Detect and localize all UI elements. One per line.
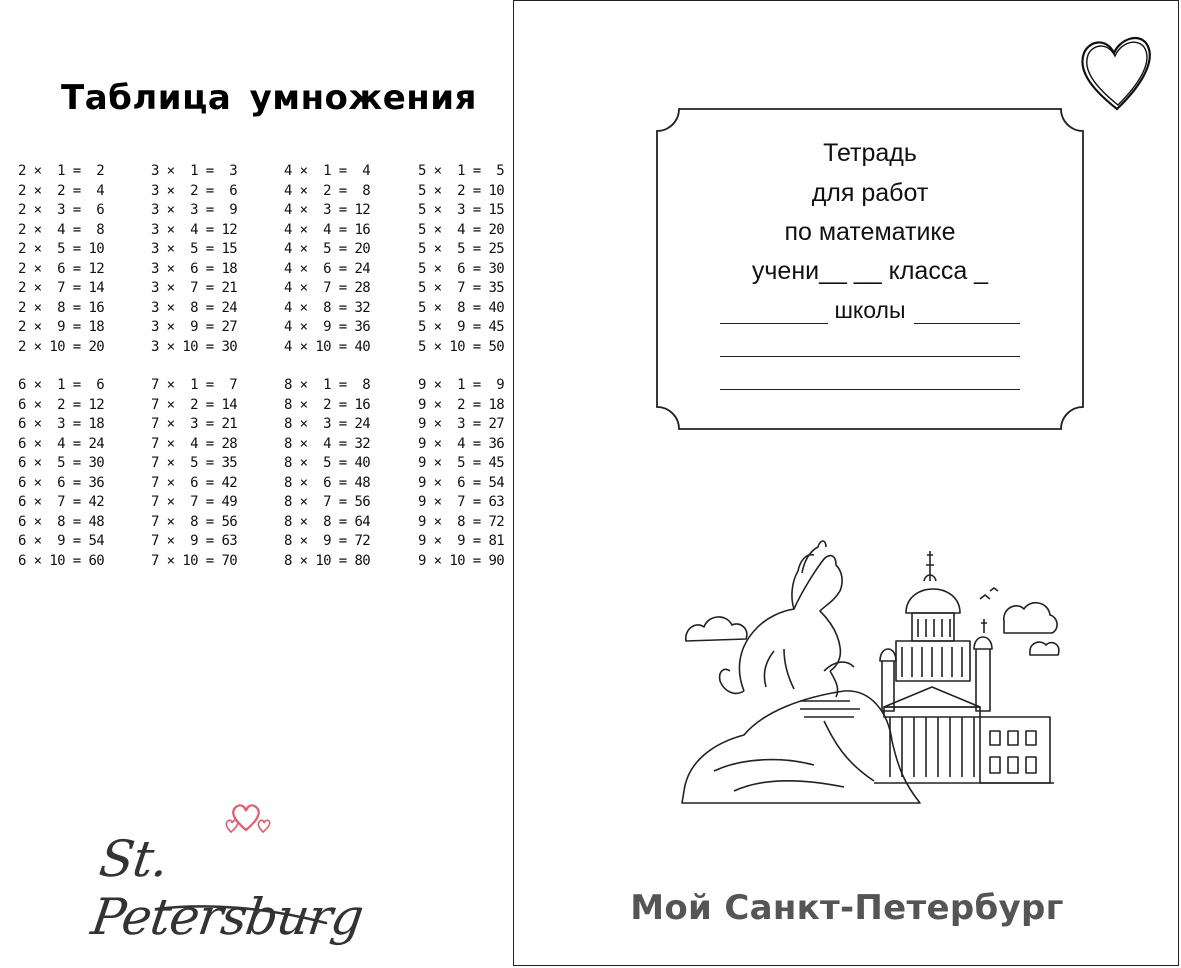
table-row: 4 × 5 = 20 bbox=[284, 241, 371, 257]
table-row: 9 × 2 = 18 bbox=[418, 396, 505, 413]
blank-line-name-1[interactable] bbox=[720, 356, 1020, 357]
table-row: 9 × 1 = 9 bbox=[418, 377, 505, 393]
table-row: 5 × 10 = 50 bbox=[418, 338, 505, 355]
table-row: 9 × 4 = 36 bbox=[418, 435, 505, 452]
label-line-notebook: Тетрадь bbox=[823, 139, 917, 167]
table-row: 8 × 1 = 8 bbox=[284, 377, 371, 393]
bronze-horseman-illustration bbox=[674, 521, 1064, 821]
table-row: 2 × 10 = 20 bbox=[18, 338, 105, 355]
table-row: 6 × 9 = 54 bbox=[18, 533, 105, 549]
table-row: 7 × 8 = 56 bbox=[151, 513, 238, 530]
table-row: 4 × 8 = 32 bbox=[284, 299, 371, 316]
table-row: 6 × 4 = 24 bbox=[18, 435, 105, 452]
school-field[interactable] bbox=[720, 297, 1020, 327]
table-row: 8 × 10 = 80 bbox=[284, 552, 371, 569]
table-row: 5 × 4 = 20 bbox=[418, 221, 505, 238]
table-row: 5 × 9 = 45 bbox=[418, 319, 505, 335]
label-line-student-class: учени__ __ класса _ bbox=[751, 257, 989, 285]
table-row: 4 × 1 = 4 bbox=[284, 163, 371, 179]
table-row: 7 × 10 = 70 bbox=[151, 552, 238, 569]
table-row: 8 × 6 = 48 bbox=[284, 474, 371, 491]
table-row: 5 × 3 = 15 bbox=[418, 202, 505, 218]
table-row: 3 × 1 = 3 bbox=[151, 163, 238, 179]
table-row: 5 × 2 = 10 bbox=[418, 182, 505, 199]
table-row: 2 × 3 = 6 bbox=[18, 202, 105, 218]
right-page bbox=[513, 0, 1179, 966]
footer-title: Мой Санкт-Петербург bbox=[630, 888, 1064, 928]
table-row: 6 × 2 = 12 bbox=[18, 396, 105, 413]
table-row: 3 × 3 = 9 bbox=[151, 202, 238, 218]
table-row: 9 × 8 = 72 bbox=[418, 513, 505, 530]
table-row: 2 × 9 = 18 bbox=[18, 319, 105, 335]
table-row: 6 × 3 = 18 bbox=[18, 416, 105, 432]
table-row: 5 × 6 = 30 bbox=[418, 260, 505, 277]
table-row: 9 × 5 = 45 bbox=[418, 455, 505, 471]
table-row: 4 × 4 = 16 bbox=[284, 221, 371, 238]
table-row: 7 × 1 = 7 bbox=[151, 377, 238, 393]
table-row: 2 × 5 = 10 bbox=[18, 241, 105, 257]
table-row: 8 × 3 = 24 bbox=[284, 416, 371, 432]
table-row: 5 × 8 = 40 bbox=[418, 299, 505, 316]
table-row: 4 × 6 = 24 bbox=[284, 260, 371, 277]
table-row: 9 × 9 = 81 bbox=[418, 533, 505, 549]
table-row: 8 × 9 = 72 bbox=[284, 533, 371, 549]
table-row: 8 × 4 = 32 bbox=[284, 435, 371, 452]
heart-outline-icon bbox=[1074, 29, 1164, 119]
table-row: 7 × 7 = 49 bbox=[151, 494, 238, 510]
multiplication-table-title: Таблица умножения bbox=[61, 78, 477, 118]
table-row: 6 × 7 = 42 bbox=[18, 494, 105, 510]
notebook-label bbox=[655, 107, 1085, 432]
table-row: 4 × 2 = 8 bbox=[284, 182, 371, 199]
table-row: 5 × 7 = 35 bbox=[418, 280, 505, 296]
table-row: 2 × 1 = 2 bbox=[18, 163, 105, 179]
label-line-for-work: для работ bbox=[811, 179, 929, 207]
table-row: 7 × 2 = 14 bbox=[151, 396, 238, 413]
st-petersburg-logo bbox=[86, 800, 376, 946]
table-row: 6 × 8 = 48 bbox=[18, 513, 105, 530]
table-row: 6 × 1 = 6 bbox=[18, 377, 105, 393]
table-row: 7 × 5 = 35 bbox=[151, 455, 238, 471]
table-row: 7 × 6 = 42 bbox=[151, 474, 238, 491]
logo-text: St. Petersburg bbox=[87, 830, 367, 946]
table-row: 7 × 3 = 21 bbox=[151, 416, 238, 432]
table-row: 2 × 2 = 4 bbox=[18, 182, 105, 199]
table-row: 8 × 5 = 40 bbox=[284, 455, 371, 471]
table-row: 2 × 6 = 12 bbox=[18, 260, 105, 277]
label-line-math: по математике bbox=[784, 218, 956, 246]
table-row: 3 × 7 = 21 bbox=[151, 280, 238, 296]
table-row: 5 × 5 = 25 bbox=[418, 241, 505, 257]
table-row: 3 × 6 = 18 bbox=[151, 260, 238, 277]
table-row: 8 × 7 = 56 bbox=[284, 494, 371, 510]
table-row: 4 × 9 = 36 bbox=[284, 319, 371, 335]
table-row: 2 × 4 = 8 bbox=[18, 221, 105, 238]
table-row: 6 × 5 = 30 bbox=[18, 455, 105, 471]
blank-line-name-2[interactable] bbox=[720, 389, 1020, 390]
left-page bbox=[0, 0, 512, 968]
table-row: 3 × 10 = 30 bbox=[151, 338, 238, 355]
table-row: 8 × 8 = 64 bbox=[284, 513, 371, 530]
table-row: 9 × 6 = 54 bbox=[418, 474, 505, 491]
school-blank-right bbox=[914, 323, 1020, 324]
table-row: 9 × 3 = 27 bbox=[418, 416, 505, 432]
table-row: 3 × 9 = 27 bbox=[151, 319, 238, 335]
table-row: 4 × 10 = 40 bbox=[284, 338, 371, 355]
table-row: 3 × 8 = 24 bbox=[151, 299, 238, 316]
table-row: 9 × 10 = 90 bbox=[418, 552, 505, 569]
table-row: 4 × 3 = 12 bbox=[284, 202, 371, 218]
table-row: 6 × 6 = 36 bbox=[18, 474, 105, 491]
table-row: 5 × 1 = 5 bbox=[418, 163, 505, 179]
table-row: 3 × 5 = 15 bbox=[151, 241, 238, 257]
table-row: 8 × 2 = 16 bbox=[284, 396, 371, 413]
table-row: 6 × 10 = 60 bbox=[18, 552, 105, 569]
table-row: 7 × 9 = 63 bbox=[151, 533, 238, 549]
table-row: 9 × 7 = 63 bbox=[418, 494, 505, 510]
table-row: 3 × 2 = 6 bbox=[151, 182, 238, 199]
table-row: 4 × 7 = 28 bbox=[284, 280, 371, 296]
table-row: 7 × 4 = 28 bbox=[151, 435, 238, 452]
table-row: 2 × 8 = 16 bbox=[18, 299, 105, 316]
school-label: школы bbox=[834, 297, 906, 323]
logo-swash bbox=[86, 895, 376, 935]
table-row: 2 × 7 = 14 bbox=[18, 280, 105, 296]
table-row: 3 × 4 = 12 bbox=[151, 221, 238, 238]
